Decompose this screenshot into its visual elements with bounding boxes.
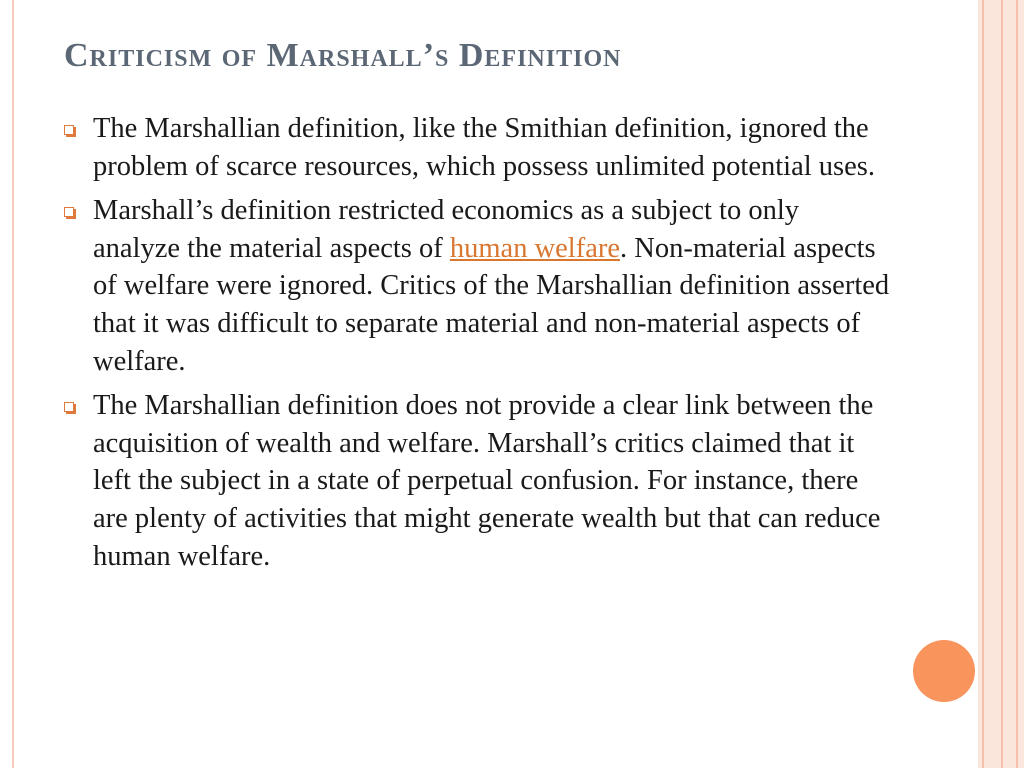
bullet-text-before-link: Marshall’s definition restricted economics as a subject to only analyze the material aspects of [93,195,799,264]
bullet-text: The Marshallian definition does not provide a clear link between the acquisition of wealth and welfare. Marshall’s critics claimed that it left the subject in a state of perpetual confusion. For instance, there are plenty of activities that might generate wealth but that can reduce human welfare. [93,390,881,572]
orange-circle-decoration [913,640,975,702]
human-welfare-link[interactable]: human welfare [449,232,620,264]
left-border-line [12,0,14,768]
bullet-text-after-link: . Non-material aspects of welfare were ignored. Critics of the Marshallian definition asserted that it was difficult to separate material and non-material aspects of welfare. [93,232,890,377]
square-bullet-icon [64,402,74,412]
bullet-item-scarce-resources [60,110,890,185]
right-border-line [1016,0,1018,768]
slide-title: Criticism of Marshall’s Definition [64,37,622,74]
bullet-list [60,110,890,582]
right-border-line [1001,0,1003,768]
bullet-item-wealth-welfare-link [60,387,890,575]
square-bullet-icon [64,207,74,217]
bullet-text: The Marshallian definition, like the Smithian definition, ignored the problem of scarce resources, which possess unlimited potential uses. [93,113,875,182]
square-bullet-icon [64,125,74,135]
right-border-line [982,0,984,768]
bullet-item-material-aspects [60,192,890,380]
